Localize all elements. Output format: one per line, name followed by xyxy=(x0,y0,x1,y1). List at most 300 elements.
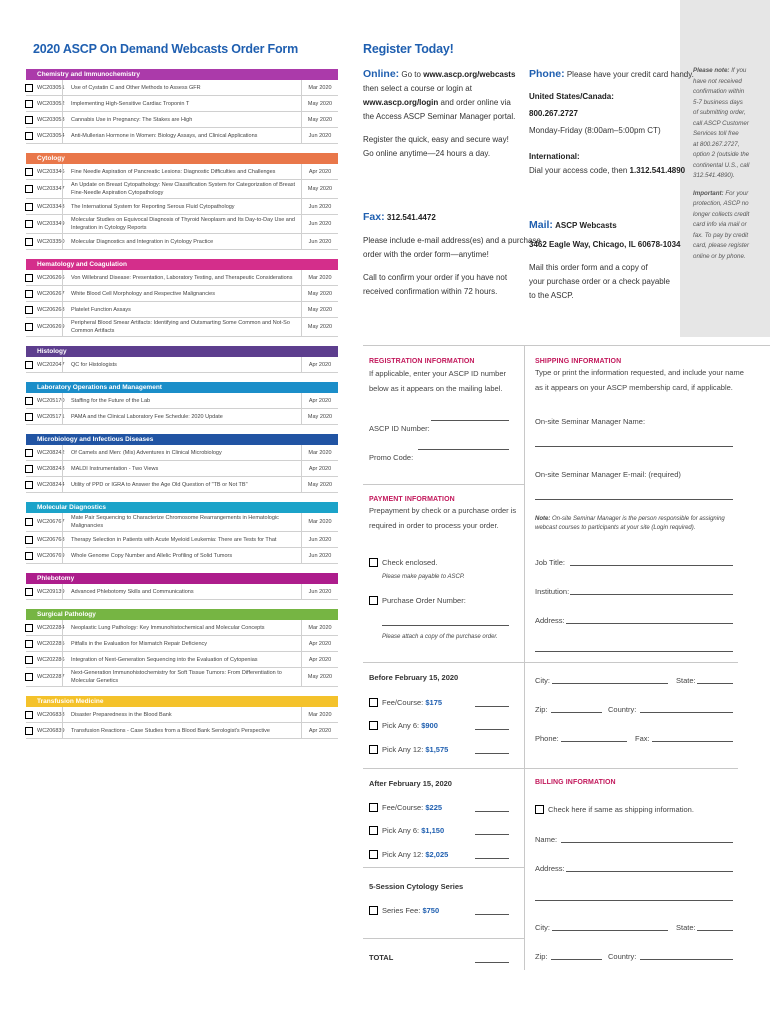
course-code: WC208244 xyxy=(37,481,65,488)
webcast-table xyxy=(26,69,338,739)
before-any12-price: $1,575 xyxy=(425,745,449,754)
billing-zip-label: Zip: xyxy=(535,952,548,961)
phone-label: Phone: xyxy=(529,68,565,80)
phone-field-label: Phone: xyxy=(535,734,559,743)
check-note: Please make payable to ASCP. xyxy=(382,574,465,580)
mail-line2: your purchase order or a check payable xyxy=(529,277,670,286)
course-date: Apr 2020 xyxy=(308,465,332,472)
order-form-title: 2020 ASCP On Demand Webcasts Order Form xyxy=(33,42,298,56)
course-date: Apr 2020 xyxy=(308,397,332,404)
fax-line4: received confirmation within 72 hours. xyxy=(363,287,498,296)
course-date: Mar 2020 xyxy=(308,84,332,91)
check-enclosed-label: Check enclosed. xyxy=(382,558,438,567)
fax-input[interactable] xyxy=(652,741,733,742)
shipping-section xyxy=(535,358,765,395)
course-date: Apr 2020 xyxy=(308,727,332,734)
course-date: Apr 2020 xyxy=(308,168,332,175)
institution-input[interactable] xyxy=(570,594,733,595)
fax-number: 312.541.4472 xyxy=(386,213,436,222)
side-note-line: 312.541.4890). xyxy=(693,172,735,179)
course-code: WC208243 xyxy=(37,465,65,472)
phone-intl: International: xyxy=(529,152,580,161)
series-price: $750 xyxy=(422,906,440,915)
table-row xyxy=(26,164,338,180)
webcast-checkbox[interactable] xyxy=(25,306,33,314)
institution-label: Institution: xyxy=(535,587,570,596)
webcast-checkbox[interactable] xyxy=(25,449,33,457)
course-code: WC206269 xyxy=(37,324,65,330)
webcast-checkbox[interactable] xyxy=(25,536,33,544)
mail-line1: Mail this order form and a copy of xyxy=(529,263,648,272)
mail-name: ASCP Webcasts xyxy=(555,221,617,230)
promo-code-input[interactable] xyxy=(418,449,509,450)
manager-name-label: On-site Seminar Manager Name: xyxy=(535,417,646,426)
job-title-label: Job Title: xyxy=(535,558,566,567)
after-any12-checkbox[interactable] xyxy=(369,850,378,859)
side-note-line: Services toll free xyxy=(693,130,739,137)
note-line2: webcast courses to participants at your site (Login required). xyxy=(535,525,696,531)
before-any12-amount[interactable] xyxy=(475,753,509,754)
payment-title: PAYMENT INFORMATION xyxy=(369,496,455,503)
before-any6-amount[interactable] xyxy=(475,729,509,730)
webcast-checkbox[interactable] xyxy=(25,518,33,526)
webcast-checkbox[interactable] xyxy=(25,323,33,331)
course-code: WC203051 xyxy=(37,84,65,91)
phone-input[interactable] xyxy=(561,741,627,742)
category-header: Cytology xyxy=(26,153,338,164)
table-row xyxy=(26,409,338,425)
course-title: QC for Histologists xyxy=(62,357,302,372)
course-code: WC202287 xyxy=(37,674,65,680)
webcast-checkbox[interactable] xyxy=(25,711,33,719)
billing-zip-input[interactable] xyxy=(551,959,602,960)
webcast-checkbox[interactable] xyxy=(25,84,33,92)
course-title: Advanced Phlebotomy Skills and Communications xyxy=(62,584,302,599)
table-row xyxy=(26,215,338,234)
table-row xyxy=(26,234,338,250)
table-row xyxy=(26,513,338,532)
course-code: WC202285 xyxy=(37,640,65,647)
webcast-checkbox[interactable] xyxy=(25,588,33,596)
course-code: WC206839 xyxy=(37,727,65,734)
webcast-checkbox[interactable] xyxy=(25,185,33,193)
side-note-line: of submitting order, xyxy=(693,109,746,116)
series-checkbox[interactable] xyxy=(369,906,378,915)
manager-email-input[interactable] xyxy=(535,499,733,500)
register-title: Register Today! xyxy=(363,42,454,56)
after-fee-checkbox[interactable] xyxy=(369,803,378,812)
course-date: May 2020 xyxy=(307,306,333,313)
phone-hours: Monday-Friday (8:00am–5:00pm CT) xyxy=(529,126,661,135)
online-section xyxy=(363,67,528,161)
webcast-checkbox[interactable] xyxy=(25,673,33,681)
course-date: Jun 2020 xyxy=(308,238,332,245)
table-row xyxy=(26,180,338,199)
category-header: Microbiology and Infectious Diseases xyxy=(26,434,338,445)
shipping-line2: as it appears on your ASCP membership card, if applicable. xyxy=(535,383,733,392)
course-title: Whole Genome Copy Number and Allelic Profiling of Solid Tumors xyxy=(62,548,302,563)
fax-line2: order with the order form—anytime! xyxy=(363,250,489,259)
course-title: Staffing for the Future of the Lab xyxy=(62,393,302,408)
webcast-checkbox[interactable] xyxy=(25,168,33,176)
state-label: State: xyxy=(676,676,696,685)
category-header: Hematology and Coagulation xyxy=(26,259,338,270)
webcast-checkbox[interactable] xyxy=(25,274,33,282)
series-row xyxy=(382,903,439,918)
category-header: Chemistry and Immunochemistry xyxy=(26,69,338,80)
table-row xyxy=(26,532,338,548)
table-row xyxy=(26,128,338,144)
table-row xyxy=(26,318,338,337)
table-row xyxy=(26,445,338,461)
side-important-line: card info via mail or xyxy=(693,221,747,228)
table-row xyxy=(26,548,338,564)
before-fee-amount[interactable] xyxy=(475,706,509,707)
side-important-line: card, please register xyxy=(693,242,750,249)
course-date: May 2020 xyxy=(307,100,333,107)
mail-line3: to the ASCP. xyxy=(529,291,574,300)
billing-state-input[interactable] xyxy=(697,930,733,931)
course-title: Utility of PPD or IGRA to Answer the Age Old Question of "TB or Not TB" xyxy=(62,477,302,492)
fax-label: Fax: xyxy=(363,211,385,223)
before-any12-row xyxy=(382,742,448,757)
online-line6: Go online anytime—24 hours a day. xyxy=(363,149,491,158)
course-code: WC202047 xyxy=(37,361,65,368)
course-code: WC203054 xyxy=(37,132,65,139)
table-row xyxy=(26,112,338,128)
phone-number: 800.267.2727 xyxy=(529,109,578,118)
address-input-2[interactable] xyxy=(535,651,733,652)
online-line3: and order online via xyxy=(440,98,511,107)
po-checkbox[interactable] xyxy=(369,596,378,605)
registration-line1: If applicable, enter your ASCP ID number xyxy=(369,369,507,378)
after-fee-amount[interactable] xyxy=(475,811,509,812)
before-any6-checkbox[interactable] xyxy=(369,721,378,730)
before-fee-label: Fee/Course: xyxy=(382,698,424,707)
course-code: WC203349 xyxy=(37,221,65,227)
billing-name-input[interactable] xyxy=(561,842,733,843)
billing-address-input-2[interactable] xyxy=(535,900,733,901)
same-as-shipping-label: Check here if same as shipping information. xyxy=(548,805,694,814)
course-date: May 2020 xyxy=(307,186,333,192)
table-row xyxy=(26,96,338,112)
course-date: May 2020 xyxy=(307,481,333,488)
course-title: Fine Needle Aspiration of Pancreatic Lesions: Diagnostic Difficulties and Challenges xyxy=(62,164,302,179)
state-input[interactable] xyxy=(697,683,733,684)
course-code: WC203350 xyxy=(37,238,65,245)
course-code: WC203052 xyxy=(37,100,65,107)
course-code: WC206267 xyxy=(37,290,65,297)
course-code: WC203346 xyxy=(37,168,65,175)
after-fee-label: Fee/Course: xyxy=(382,803,424,812)
course-title: Cannabis Use in Pregnancy: The Stakes are High xyxy=(62,112,302,127)
table-row xyxy=(26,636,338,652)
address-label: Address: xyxy=(535,616,565,625)
zip-label: Zip: xyxy=(535,705,548,714)
course-code: WC203053 xyxy=(37,116,65,123)
before-any12-label: Pick Any 12: xyxy=(382,745,424,754)
course-code: WC203348 xyxy=(37,203,65,210)
course-title: Therapy Selection in Patients with Acute Myeloid Leukemia: There are Tests for That xyxy=(62,532,302,547)
side-note-line: confirmation within xyxy=(693,88,745,95)
before-any6-row xyxy=(382,718,438,733)
online-line4: the Access ASCP Seminar Manager portal. xyxy=(363,112,516,121)
webcast-checkbox[interactable] xyxy=(25,361,33,369)
note-line1: On-site Seminar Manager is the person responsible for assigning xyxy=(552,516,725,522)
ascp-id-input[interactable] xyxy=(431,420,509,421)
mail-label: Mail: xyxy=(529,219,553,231)
before-fee-checkbox[interactable] xyxy=(369,698,378,707)
course-code: WC206769 xyxy=(37,552,65,559)
course-date: Jun 2020 xyxy=(308,588,332,595)
course-code: WC206838 xyxy=(37,711,65,718)
course-date: May 2020 xyxy=(307,290,333,297)
table-row xyxy=(26,393,338,409)
fax-field-label: Fax: xyxy=(635,734,650,743)
course-title: An Update on Breast Cytopathology: New Classification System for Categorization of Breast Fine-Needle Aspiration Cytopathology xyxy=(62,180,302,198)
table-row xyxy=(26,652,338,668)
country-input[interactable] xyxy=(640,712,733,713)
course-date: May 2020 xyxy=(307,116,333,123)
side-note xyxy=(693,66,765,262)
series-title: 5-Session Cytology Series xyxy=(369,882,464,891)
fax-line3: Call to confirm your order if you have not xyxy=(363,273,508,282)
course-code: WC206268 xyxy=(37,306,65,313)
payment-line1: Prepayment by check or a purchase order is xyxy=(369,506,517,515)
side-important-title: Important: xyxy=(693,189,724,197)
registration-line2: below as it appears on the mailing label. xyxy=(369,384,503,393)
category-header: Transfusion Medicine xyxy=(26,696,338,707)
billing-state-label: State: xyxy=(676,923,696,932)
series-label: Series Fee: xyxy=(382,906,421,915)
series-amount[interactable] xyxy=(475,914,509,915)
course-title: Implementing High-Sensitive Cardiac Troponin T xyxy=(62,96,302,111)
category-header: Laboratory Operations and Management xyxy=(26,382,338,393)
online-url[interactable]: www.ascp.org/webcasts xyxy=(423,70,516,79)
course-title: Peripheral Blood Smear Artifacts: Identifying and Outsmarting Some Common and Not-So Common Artifacts xyxy=(62,318,302,336)
side-note-line: continental U.S., call xyxy=(693,161,750,169)
after-fee-row xyxy=(382,800,442,815)
po-number-input[interactable] xyxy=(382,625,509,626)
course-date: Jun 2020 xyxy=(308,552,332,559)
fax-section xyxy=(363,210,541,299)
manager-name-input[interactable] xyxy=(535,446,733,447)
mail-address: 3462 Eagle Way, Chicago, IL 60678-1034 xyxy=(529,240,681,249)
course-date: May 2020 xyxy=(307,413,333,420)
billing-city-input[interactable] xyxy=(552,930,668,931)
billing-address-label: Address: xyxy=(535,864,565,873)
course-title: The International System for Reporting Serous Fluid Cytopathology xyxy=(62,199,302,214)
course-title: Neoplastic Lung Pathology: Key Immunohistochemical and Molecular Concepts xyxy=(62,620,302,635)
promo-code-label: Promo Code: xyxy=(369,453,414,462)
phone-intl-number: 1.312.541.4890 xyxy=(629,166,686,175)
check-enclosed-checkbox[interactable] xyxy=(369,558,378,567)
after-any6-label: Pick Any 6: xyxy=(382,826,420,835)
webcast-checkbox[interactable] xyxy=(25,203,33,211)
after-any12-label: Pick Any 12: xyxy=(382,850,424,859)
table-row xyxy=(26,477,338,493)
course-code: WC205170 xyxy=(37,397,65,404)
course-date: Jun 2020 xyxy=(308,132,332,139)
category-header: Phlebotomy xyxy=(26,573,338,584)
shipping-line1: Type or print the information requested, and include your name xyxy=(535,368,744,377)
table-row xyxy=(26,80,338,96)
online-line2: then select a course or login at xyxy=(363,84,472,93)
table-row xyxy=(26,199,338,215)
course-title: Anti-Mullerian Hormone in Women: Biology Assays, and Clinical Applications xyxy=(62,128,302,143)
category-header: Histology xyxy=(26,346,338,357)
billing-address-input[interactable] xyxy=(566,871,733,872)
course-date: Jun 2020 xyxy=(308,203,332,210)
before-title: Before February 15, 2020 xyxy=(369,673,459,682)
online-line5: Register the quick, easy and secure way! xyxy=(363,135,509,144)
course-title: Mate Pair Sequencing to Characterize Chromosome Rearrangements in Hematologic Malignancies xyxy=(62,513,302,531)
after-any6-amount[interactable] xyxy=(475,834,509,835)
table-row xyxy=(26,302,338,318)
registration-section xyxy=(369,358,519,396)
billing-name-label: Name: xyxy=(535,835,558,844)
category-header: Surgical Pathology xyxy=(26,609,338,620)
side-note-line: call ASCP Customer xyxy=(693,119,749,127)
course-code: WC202284 xyxy=(37,624,65,631)
registration-title: REGISTRATION INFORMATION xyxy=(369,358,475,365)
webcast-checkbox[interactable] xyxy=(25,465,33,473)
table-row xyxy=(26,461,338,477)
phone-section xyxy=(529,67,694,178)
ascp-id-label: ASCP ID Number: xyxy=(369,424,430,433)
category-header: Molecular Diagnostics xyxy=(26,502,338,513)
course-code: WC206767 xyxy=(37,519,65,525)
side-important-line: longer collects credit xyxy=(693,210,750,218)
side-note-line: at 800.267.2727, xyxy=(693,140,740,148)
shipping-title: SHIPPING INFORMATION xyxy=(535,358,622,365)
billing-country-input[interactable] xyxy=(640,959,733,960)
after-any12-amount[interactable] xyxy=(475,858,509,859)
after-any12-row xyxy=(382,847,448,862)
side-note-line: option 2 (outside the xyxy=(693,151,750,158)
course-code: WC203347 xyxy=(37,186,65,192)
total-label: TOTAL xyxy=(369,953,394,962)
address-input[interactable] xyxy=(566,623,733,624)
job-title-input[interactable] xyxy=(570,565,733,566)
login-url[interactable]: www.ascp.org/login xyxy=(363,98,439,107)
side-important-line: For your xyxy=(725,189,749,197)
course-date: Jun 2020 xyxy=(308,536,332,543)
webcast-checkbox[interactable] xyxy=(25,624,33,632)
country-label: Country: xyxy=(608,705,637,714)
manager-email-label: On-site Seminar Manager E-mail: (required) xyxy=(535,470,681,479)
before-fee-price: $175 xyxy=(425,698,443,707)
side-note-line: If you xyxy=(731,67,747,74)
total-amount[interactable] xyxy=(475,962,509,963)
table-row xyxy=(26,357,338,373)
city-label: City: xyxy=(535,676,550,685)
table-row xyxy=(26,668,338,687)
before-any12-checkbox[interactable] xyxy=(369,745,378,754)
table-row xyxy=(26,620,338,636)
note-label: Note: xyxy=(535,516,551,522)
side-note-title: Please note: xyxy=(693,67,730,74)
billing-country-label: Country: xyxy=(608,952,637,961)
webcast-checkbox[interactable] xyxy=(25,220,33,228)
course-title: Molecular Diagnostics and Integration in Cytology Practice xyxy=(62,234,302,249)
course-date: Mar 2020 xyxy=(308,519,332,525)
course-title: White Blood Cell Morphology and Respective Malignancies xyxy=(62,286,302,301)
phone-us: United States/Canada: xyxy=(529,92,614,101)
billing-title: BILLING INFORMATION xyxy=(535,779,616,786)
course-code: WC208242 xyxy=(37,449,65,456)
webcast-checkbox[interactable] xyxy=(25,481,33,489)
course-title: Molecular Studies on Equivocal Diagnosis of Thyroid Neoplasm and Its Day-to-Day Use and Integration in Cytology Reports xyxy=(62,215,302,233)
online-label: Online: xyxy=(363,68,400,80)
after-any6-checkbox[interactable] xyxy=(369,826,378,835)
after-any12-price: $2,025 xyxy=(425,850,449,859)
course-code: WC205171 xyxy=(37,413,65,420)
before-any6-label: Pick Any 6: xyxy=(382,721,420,730)
course-title: Of Camels and Men: (Mis) Adventures in Clinical Microbiology xyxy=(62,445,302,460)
webcast-checkbox[interactable] xyxy=(25,727,33,735)
online-goto: Go to xyxy=(401,70,421,79)
webcast-checkbox[interactable] xyxy=(25,100,33,108)
table-row xyxy=(26,707,338,723)
same-as-shipping-checkbox[interactable] xyxy=(535,805,544,814)
side-important-line: online or by phone. xyxy=(693,252,746,260)
table-row xyxy=(26,270,338,286)
course-title: Next-Generation Immunohistochemistry for Soft Tissue Tumors: From Differentiation to Molecular Genetics xyxy=(62,668,302,686)
city-input[interactable] xyxy=(552,683,668,684)
course-title: Use of Cystatin C and Other Methods to Assess GFR xyxy=(62,80,302,95)
zip-input[interactable] xyxy=(551,712,602,713)
course-date: May 2020 xyxy=(307,674,333,680)
webcast-checkbox[interactable] xyxy=(25,413,33,421)
webcast-checkbox[interactable] xyxy=(25,397,33,405)
manager-note xyxy=(535,515,735,533)
side-important-line: protection, ASCP no xyxy=(693,200,749,207)
webcast-checkbox[interactable] xyxy=(25,116,33,124)
course-date: May 2020 xyxy=(307,324,333,330)
course-title: Transfusion Reactions - Case Studies from a Blood Bank Serologist's Perspective xyxy=(62,723,302,738)
webcast-checkbox[interactable] xyxy=(25,290,33,298)
mail-section xyxy=(529,218,679,303)
fax-line1: Please include e-mail address(es) and a purchase xyxy=(363,236,541,245)
after-fee-price: $225 xyxy=(425,803,443,812)
billing-city-label: City: xyxy=(535,923,550,932)
after-title: After February 15, 2020 xyxy=(369,779,452,788)
course-code: WC202286 xyxy=(37,656,65,663)
webcast-checkbox[interactable] xyxy=(25,640,33,648)
table-row xyxy=(26,723,338,739)
webcast-checkbox[interactable] xyxy=(25,132,33,140)
before-any6-price: $900 xyxy=(421,721,438,730)
course-date: Mar 2020 xyxy=(308,711,332,718)
table-row xyxy=(26,286,338,302)
webcast-checkbox[interactable] xyxy=(25,656,33,664)
payment-section xyxy=(369,496,519,533)
after-any6-price: $1,150 xyxy=(421,826,445,835)
after-any6-row xyxy=(382,823,444,838)
side-note-line: have not received xyxy=(693,77,742,85)
course-date: Apr 2020 xyxy=(308,656,332,663)
webcast-checkbox[interactable] xyxy=(25,238,33,246)
phone-intl-text: Dial your access code, then xyxy=(529,166,628,175)
course-title: Pitfalls in the Evaluation for Mismatch Repair Deficiency xyxy=(62,636,302,651)
course-date: Apr 2020 xyxy=(308,361,332,368)
webcast-checkbox[interactable] xyxy=(25,552,33,560)
table-row xyxy=(26,584,338,600)
payment-line2: required in order to process your order. xyxy=(369,521,499,530)
before-fee-row xyxy=(382,695,442,710)
course-code: WC206266 xyxy=(37,274,65,281)
